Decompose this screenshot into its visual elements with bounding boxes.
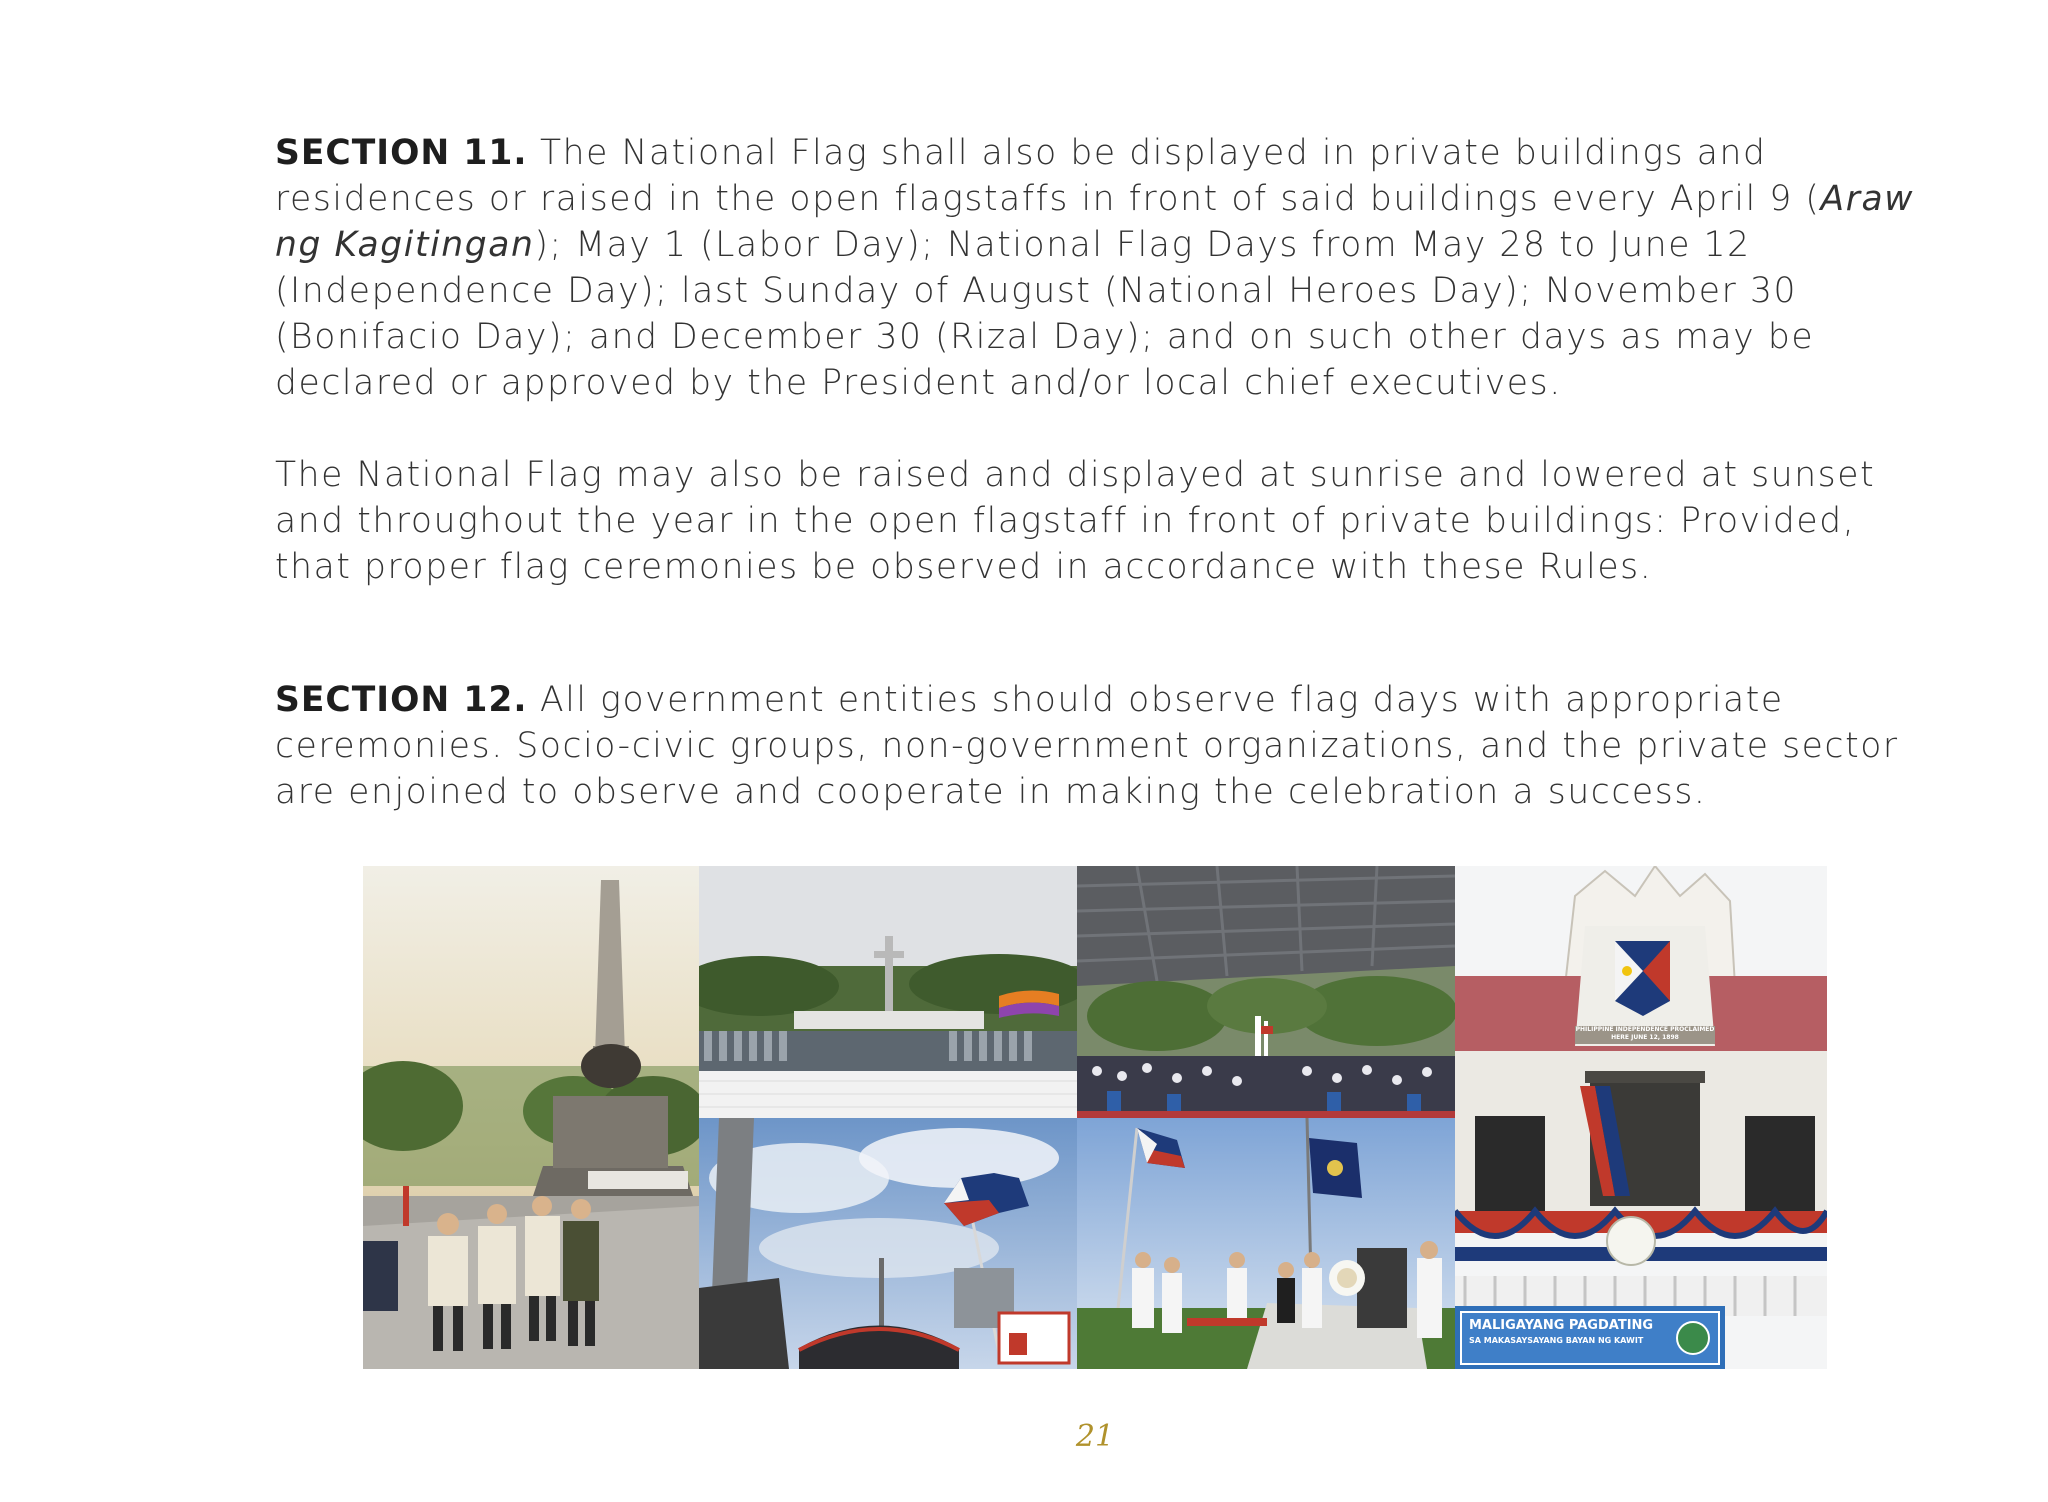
section-11-heading: SECTION 11. <box>275 133 528 173</box>
rizal-monument-illustration <box>363 866 699 1369</box>
photo-rizal-monument <box>363 866 699 1369</box>
photo-collage <box>363 866 1827 1369</box>
section-12-text: All government entities should observe flag days with appropriate ceremonies. Socio-civic groups, non-government organizations, and the private sector are enjoined to observe and cooperate in making the celebration a success. <box>275 680 1899 812</box>
photo-pavilion-crowd <box>1077 866 1455 1118</box>
photo-cross-monument <box>699 866 1077 1118</box>
section-12 <box>275 677 1935 815</box>
section-11 <box>275 130 1935 590</box>
section-11-paragraph-2: The National Flag may also be raised and displayed at sunrise and lowered at sunset and throughout the year in the open flagstaff in front of private buildings: Provided, that proper flag ceremonies be observed in accordance with these Rules. <box>275 455 1876 587</box>
welcome-banner-title: MALIGAYANG PAGDATING <box>1469 1318 1654 1333</box>
section-12-heading: SECTION 12. <box>275 680 528 720</box>
photo-flag-sky <box>699 1118 1077 1369</box>
aguinaldo-shrine-illustration <box>1455 866 1827 1369</box>
photo-wreath-ceremony <box>1077 1118 1455 1369</box>
section-12-paragraph <box>275 677 1935 815</box>
section-11-text-a: The National Flag shall also be displayed in private buildings and residences or raised in the open flagstaffs in front of said buildings every April 9 ( <box>275 133 1821 219</box>
shrine-plaque-text: PHILIPPINE INDEPENDENCE PROCLAIMED HERE JUNE 12, 1898 <box>1575 1026 1715 1041</box>
flag-sky-illustration <box>699 1118 1077 1369</box>
section-11-italic-term: Araw ng Kagitingan <box>275 179 1915 265</box>
section-11-text-b: ); May 1 (Labor Day); National Flag Days from May 28 to June 12 (Independence Day); last Sunday of August (National Heroes Day); November 30 (Bonifacio Day); and December 30 (Rizal Day); and on such other days as may be declared or approved by the President and/or local chief executives. <box>275 225 1815 403</box>
welcome-banner-subtitle: SA MAKASAYSAYANG BAYAN NG KAWIT <box>1469 1336 1644 1345</box>
cross-monument-illustration <box>699 866 1077 1118</box>
page-number: 21 <box>1075 1419 1115 1454</box>
pavilion-crowd-illustration <box>1077 866 1455 1118</box>
wreath-ceremony-illustration <box>1077 1118 1455 1369</box>
photo-aguinaldo-shrine <box>1455 866 1827 1369</box>
section-11-paragraph-1 <box>275 130 1935 406</box>
